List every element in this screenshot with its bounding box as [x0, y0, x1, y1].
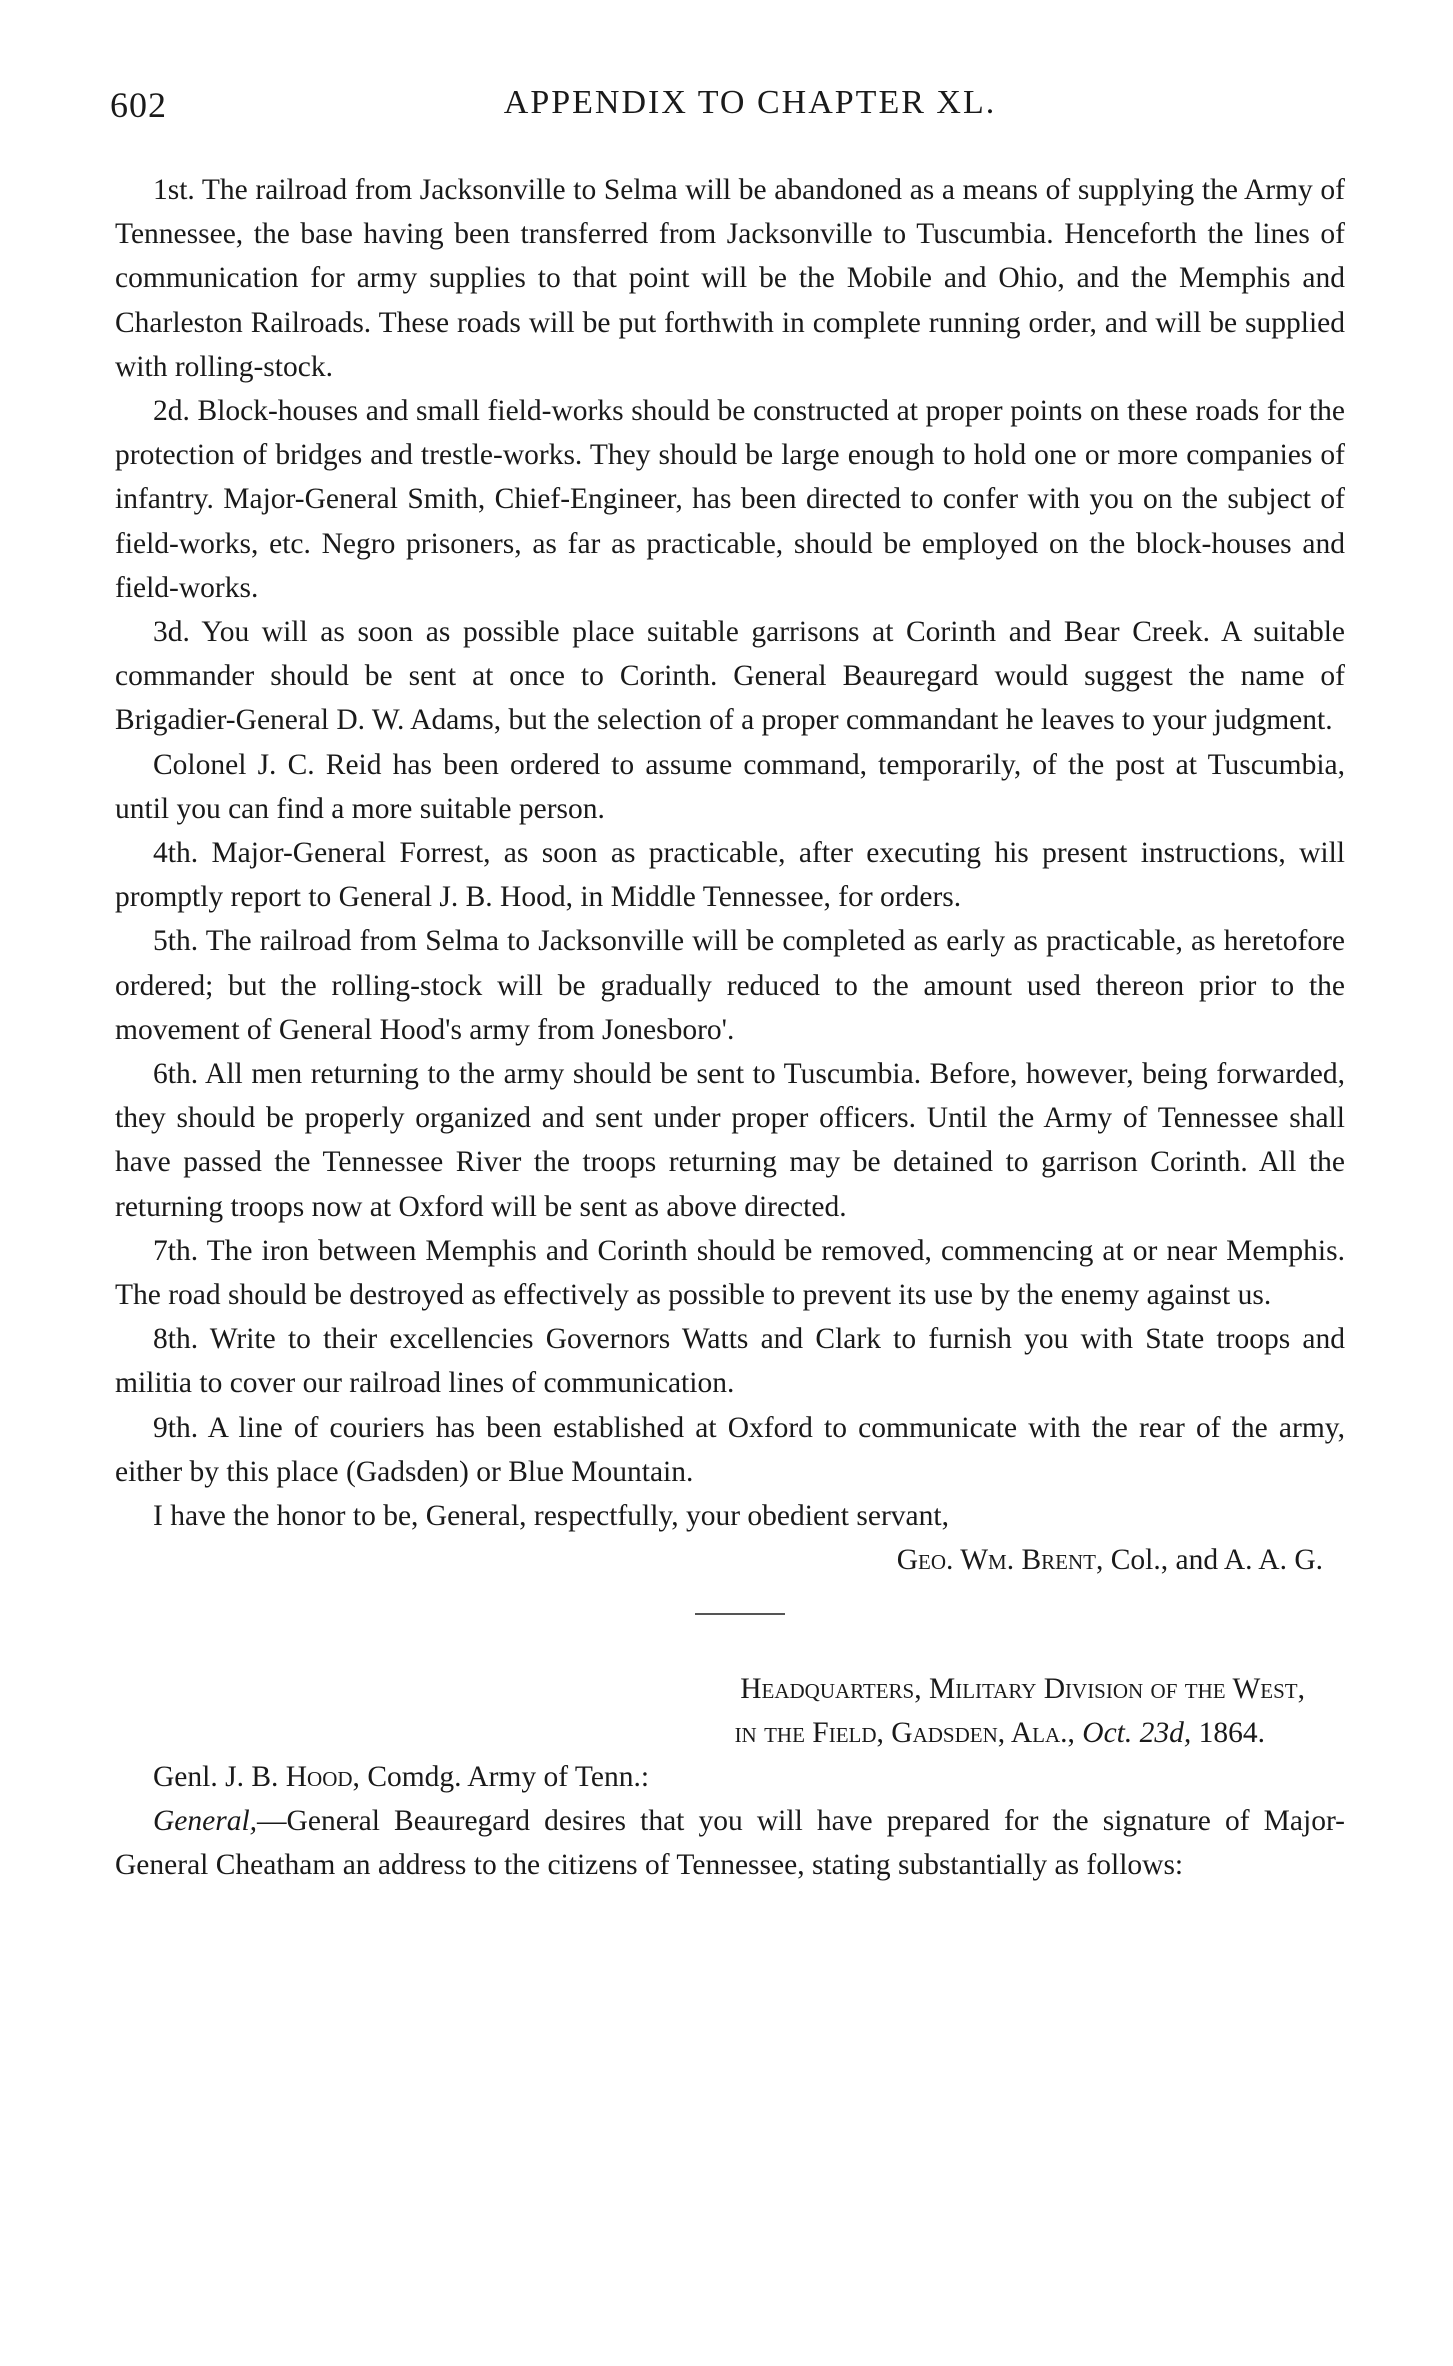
paragraph-8th: 8th. Write to their excellencies Governors Watts and Clark to furnish you with State troops and militia to cover our railroad lines of communication.: [115, 1323, 1345, 1400]
section-divider: [695, 1613, 785, 1615]
paragraph-1st: 1st. The railroad from Jacksonville to Selma will be abandoned as a means of supplying the Army of Tennessee, the base having been transferred from Jacksonville to Tuscumbia. Henceforth the lines of communication for army supplies to that point will be the Mobile and Ohio, and the Memphis and Charleston Railroads. These roads will be put forthwith in complete running order, and will be supplied with rolling-stock.: [115, 174, 1345, 383]
letter-heading-line-1: Headquarters, Military Division of the West,: [740, 1672, 1305, 1705]
salutation: General,: [153, 1805, 258, 1838]
signature: [115, 1538, 1345, 1582]
addressee: [115, 1755, 1345, 1799]
letter-body: [115, 1799, 1345, 1887]
paragraph-7th: 7th. The iron between Memphis and Corinth should be removed, commencing at or near Memphis. The road should be destroyed as effectively as possible to prevent its use by the enemy against us.: [115, 1234, 1345, 1312]
running-head: APPENDIX TO CHAPTER XL.: [503, 84, 997, 121]
paragraph-reid: Colonel J. C. Reid has been ordered to assume command, temporarily, of the post at Tuscumbia, until you can find a more suitable person.: [115, 748, 1345, 825]
letter-heading-place: in the Field, Gadsden, Ala.,: [734, 1716, 1075, 1749]
page-body: [115, 168, 1345, 1888]
closing-line: I have the honor to be, General, respectfully, your obedient servant,: [153, 1500, 949, 1533]
letter-heading-year: 1864.: [1198, 1716, 1265, 1749]
page-number: 602: [110, 85, 167, 125]
page-header: [110, 84, 1350, 134]
paragraph-6th: 6th. All men returning to the army should be sent to Tuscumbia. Before, however, being forwarded, they should be properly organized and sent under proper officers. Until the Army of Tennessee shall have passed the Tennessee River the troops returning may be detained to garrison Corinth. All the returning troops now at Oxford will be sent as above directed.: [115, 1058, 1345, 1223]
letter-body-text: —General Beauregard desires that you will have prepared for the signature of Major-General Cheatham an address to the citizens of Tennessee, stating substantially as follows:: [115, 1805, 1345, 1882]
paragraph-3d: 3d. You will as soon as possible place suitable garrisons at Corinth and Bear Creek. A suitable commander should be sent at once to Corinth. General Beauregard would suggest the name of Brigadier-General D. W. Adams, but the selection of a proper commandant he leaves to your judgment.: [115, 616, 1345, 737]
letter-heading-line-2: [115, 1711, 1345, 1755]
signature-rank: Col., and A. A. G.: [1110, 1544, 1323, 1577]
addressee-prefix: Genl. J. B.: [153, 1760, 279, 1793]
signature-name: Geo. Wm. Brent,: [896, 1544, 1104, 1577]
paragraph-5th: 5th. The railroad from Selma to Jacksonville will be completed as early as practicable, as heretofore ordered; but the rolling-stock will be gradually reduced to the amount used thereon prior to the movement of General Hood's army from Jonesboro'.: [115, 925, 1345, 1046]
paragraph-9th: 9th. A line of couriers has been established at Oxford to communicate with the rear of the army, either by this place (Gadsden) or Blue Mountain.: [115, 1411, 1345, 1488]
addressee-name: Hood,: [285, 1760, 360, 1793]
addressee-rest: Comdg. Army of Tenn.:: [367, 1760, 650, 1793]
paragraph-4th: 4th. Major-General Forrest, as soon as practicable, after executing his present instructions, will promptly report to General J. B. Hood, in Middle Tennessee, for orders.: [115, 837, 1345, 914]
paragraph-2d: 2d. Block-houses and small field-works should be constructed at proper points on these roads for the protection of bridges and trestle-works. They should be large enough to hold one or more companies of infantry. Major-General Smith, Chief-Engineer, has been directed to confer with you on the subject of field-works, etc. Negro prisoners, as far as practicable, should be employed on the block-houses and field-works.: [115, 395, 1345, 604]
letter-heading-date: Oct. 23d,: [1082, 1716, 1192, 1749]
